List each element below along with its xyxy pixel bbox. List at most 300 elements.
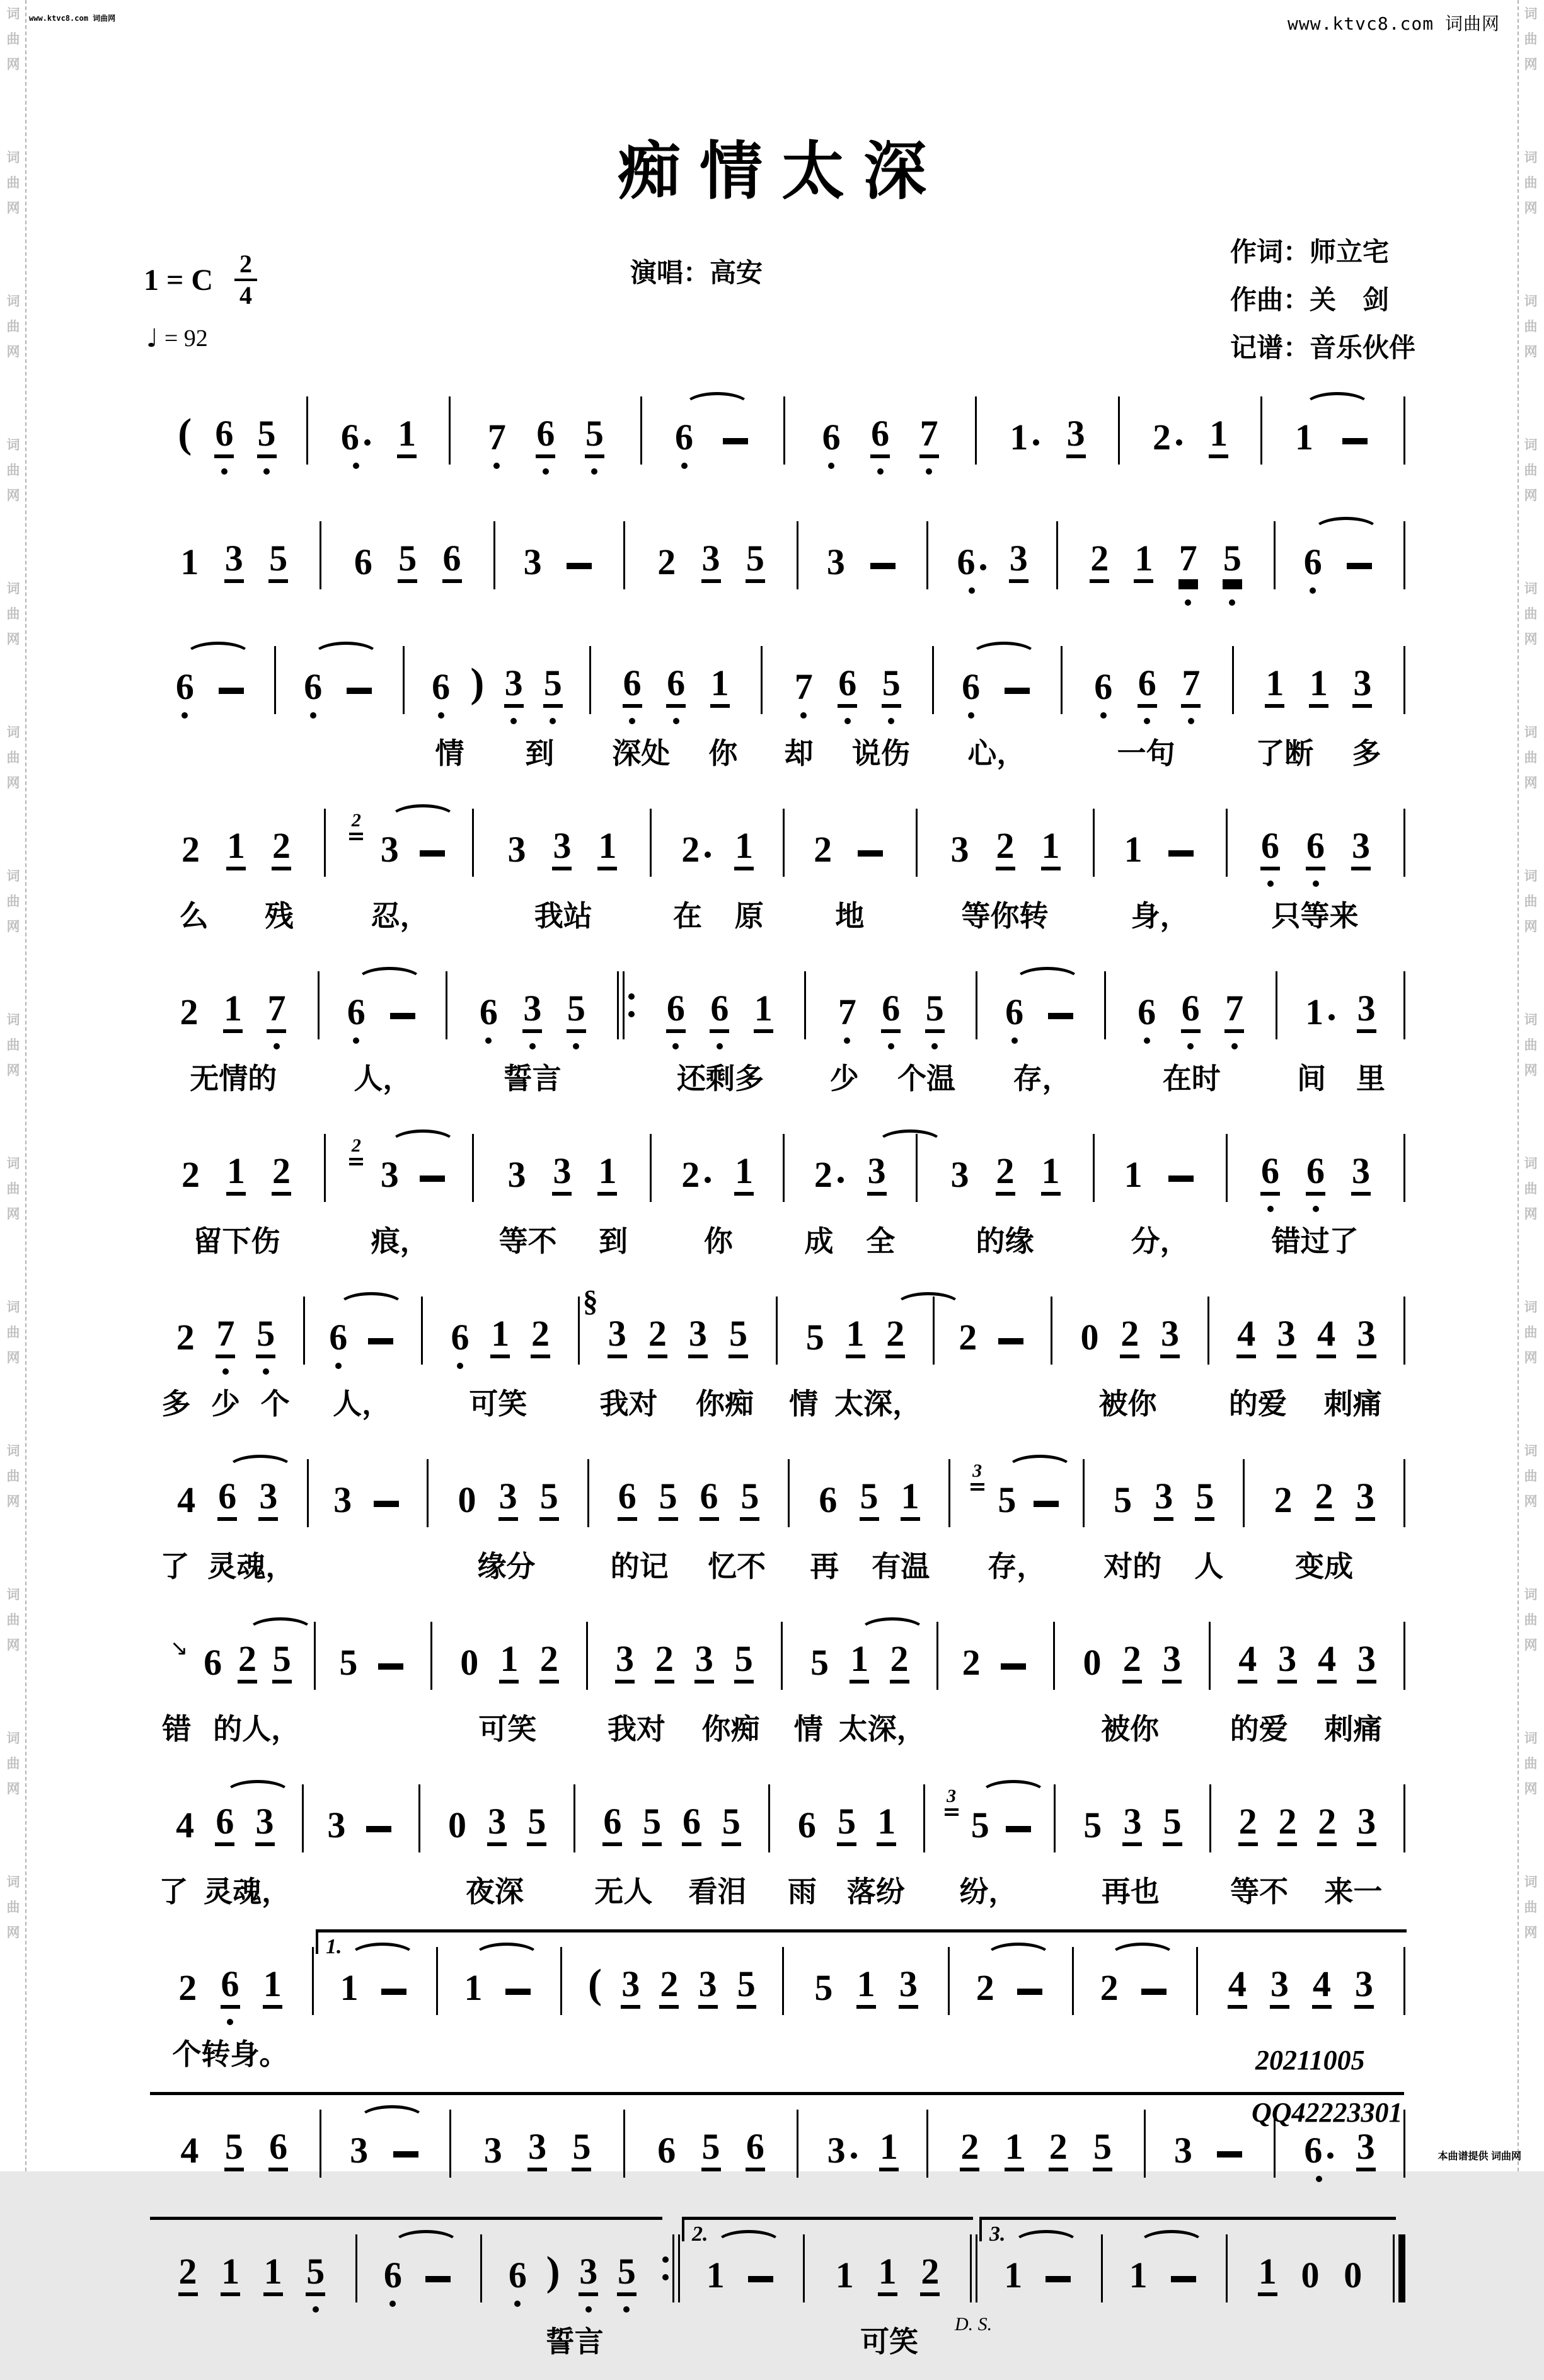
measure: [151, 1803, 299, 1846]
measure: [921, 825, 1090, 870]
watermark-top-right: www.ktvc8.com 词曲网: [1287, 13, 1500, 34]
grace-arrow-icon: ↘: [170, 1636, 188, 1661]
measure: [1066, 662, 1229, 708]
barline: [320, 2110, 321, 2178]
note: 2: [178, 1967, 197, 2008]
measure: [1248, 1478, 1400, 1521]
note: 3: [1277, 1315, 1296, 1358]
barline: [662, 2234, 680, 2302]
note: 0: [460, 1642, 479, 1683]
barline: [1260, 396, 1262, 465]
note: [1044, 1013, 1077, 1033]
measure: [325, 2132, 446, 2171]
measure: [1214, 1803, 1400, 1846]
lyric: [1230, 2325, 1390, 2362]
note: 1: [1265, 665, 1284, 708]
lyric: [1076, 2038, 1190, 2074]
note: 7: [216, 1315, 235, 1358]
note: 3: [1357, 1803, 1376, 1846]
key-label: 1 = C: [144, 263, 214, 297]
note: 1: [706, 2257, 725, 2296]
note: 3: [507, 1154, 526, 1195]
lyric-line: [151, 1225, 1409, 1261]
measure: [1088, 1478, 1240, 1521]
note: 6: [881, 990, 901, 1033]
measure: [1279, 541, 1400, 583]
note: 3: [504, 665, 524, 708]
note: 6: [710, 990, 729, 1033]
note: 1: [1041, 1153, 1061, 1196]
note: 2: [539, 1641, 559, 1684]
lyric: [151, 2325, 355, 2362]
lyric: 个转身。: [172, 2038, 289, 2071]
note: 6: [746, 2129, 765, 2171]
barline: [589, 646, 591, 714]
note: 3: [950, 1154, 969, 1195]
barline: [1056, 521, 1058, 589]
system: [151, 1112, 1409, 1261]
parenthesis: (: [588, 1961, 602, 2007]
lyric-line: [151, 1387, 1409, 1424]
note: 5: [722, 1803, 741, 1846]
barline: [493, 521, 495, 589]
note: [1001, 688, 1034, 708]
measure: [582, 1285, 773, 1358]
note: 2: [181, 1154, 200, 1195]
watermark-top-left: www.ktvc8.com 词曲网: [29, 14, 116, 23]
note: 6: [822, 417, 841, 458]
lyric: 的记 忆不: [610, 1550, 766, 1583]
barline: [1093, 809, 1095, 877]
measure: [1214, 1638, 1400, 1684]
note: 3: [380, 1157, 400, 1196]
note: 3: [1160, 1315, 1180, 1358]
volta-bracket: 3.: [979, 2217, 1396, 2241]
note: [1213, 2151, 1246, 2171]
note: 3: [1009, 540, 1028, 583]
measure: [802, 541, 923, 583]
watermark-text: 词 曲 网: [1524, 151, 1538, 216]
note: 4: [1236, 1315, 1256, 1358]
note: 3: [258, 1478, 278, 1521]
note: 6: [328, 1319, 348, 1358]
measure: [454, 2126, 619, 2171]
note: 7: [487, 417, 506, 458]
barline: [976, 971, 977, 1039]
note: [854, 850, 887, 870]
barline: [1072, 1947, 1074, 2015]
note: 1: [835, 2255, 854, 2296]
lyric: 在 原: [673, 899, 764, 932]
note: 4: [1317, 1641, 1337, 1684]
barline: [480, 2234, 482, 2302]
lyric: 身，: [1131, 899, 1189, 932]
barline: [1226, 1134, 1228, 1202]
system: [151, 1275, 1409, 1424]
lyric: 对的 人: [1103, 1550, 1224, 1583]
lyric: 错过了: [1271, 1225, 1359, 1257]
watermark-left-column: [3, 0, 24, 2171]
note: 5: [527, 1803, 546, 1846]
note: [343, 688, 376, 708]
watermark-text: 词 曲 网: [6, 1300, 20, 1365]
note: 5: [734, 1641, 754, 1684]
note: 3: [1354, 1966, 1374, 2009]
note: 3: [527, 2129, 547, 2171]
note: 1: [499, 1641, 519, 1684]
watermark-text: 词 曲 网: [1524, 1157, 1538, 1222]
note: [374, 1663, 407, 1684]
note: 2: [1277, 1803, 1297, 1846]
lyric: 雨 落纷: [788, 1875, 905, 1908]
barline: [1403, 396, 1405, 465]
barline: [1403, 1784, 1405, 1852]
barline: [1232, 646, 1234, 714]
note: 2: [1315, 1478, 1334, 1521]
parenthesis: ): [546, 2248, 560, 2294]
footer-date: 20211005: [1255, 2045, 1365, 2076]
note: 5: [997, 1482, 1017, 1521]
lyric: 誓言: [545, 2325, 604, 2358]
note: 5: [1195, 1478, 1214, 1521]
note: 3: [349, 2132, 369, 2171]
note: 3: [380, 831, 400, 870]
measure: [953, 1967, 1069, 2009]
watermark-text: 词 曲 网: [6, 1444, 20, 1509]
barline: [1054, 1784, 1056, 1852]
measure: [151, 990, 314, 1033]
lyric: 夜深: [465, 1875, 524, 1908]
lyric: 地: [835, 899, 865, 932]
barline: [797, 2110, 798, 2178]
measure: [323, 991, 442, 1033]
note: 5: [585, 415, 604, 458]
watermark-text: 词 曲 网: [6, 438, 20, 503]
note: 5: [837, 1803, 856, 1846]
measure: [451, 990, 614, 1033]
lyric: [307, 1875, 413, 1912]
lyric: [319, 1713, 425, 1749]
note: 6: [1260, 828, 1280, 870]
note: 1: [221, 2253, 240, 2296]
watermark-text: 词 曲 网: [6, 582, 20, 647]
volta-bracket: 1.: [316, 1929, 1407, 1954]
lyric: 存，: [988, 1550, 1046, 1583]
barline: [970, 2234, 977, 2302]
note: 3: [523, 541, 542, 582]
note: 1: [1041, 828, 1061, 870]
measure: [498, 541, 620, 583]
note: 3: [1066, 415, 1086, 458]
measure: [788, 1150, 913, 1196]
measure: [809, 990, 972, 1033]
note: 6: [175, 669, 195, 708]
measure: [432, 1478, 584, 1521]
note: 6: [1260, 1153, 1280, 1196]
barline: [421, 1297, 423, 1365]
measure: [1106, 2257, 1223, 2296]
system: [151, 950, 1409, 1099]
barline: [302, 1784, 304, 1852]
lyric: 间 里: [1296, 1062, 1385, 1095]
barline: [314, 1622, 316, 1690]
barline: [1053, 1622, 1055, 1690]
note: 6: [451, 1317, 470, 1358]
measure: [151, 1963, 309, 2009]
measure: [426, 1315, 575, 1358]
barline: [1403, 2110, 1405, 2178]
note: 2: [272, 828, 291, 870]
barline: [306, 396, 308, 465]
barline: [1403, 1622, 1405, 1690]
note: 6: [1306, 828, 1325, 870]
note: 1: [397, 415, 417, 458]
measure: [1058, 1638, 1206, 1684]
measure: [931, 540, 1053, 583]
note: 1: [1134, 540, 1153, 583]
note: [215, 688, 248, 708]
measure: [565, 1963, 779, 2009]
note: 2: [178, 2253, 198, 2296]
note: [719, 438, 752, 458]
measure: [591, 1638, 778, 1684]
lyric: [312, 1550, 422, 1586]
note: 3: [1154, 1478, 1173, 1521]
note: 3: [1357, 990, 1376, 1033]
note: 6: [657, 2130, 676, 2171]
tuplet-2-marker: 2: [349, 1136, 363, 1165]
note: 1: [901, 1478, 920, 1521]
note: 2: [1274, 1479, 1293, 1520]
note: 1: [263, 2253, 283, 2296]
note: 5: [737, 1966, 756, 2009]
note: 1: [464, 1970, 483, 2009]
note: 3: [1356, 2129, 1376, 2171]
barline: [933, 1297, 935, 1365]
lyric: 缘分: [477, 1550, 536, 1583]
lyric: 成 全: [804, 1225, 896, 1257]
barline: [1403, 1947, 1405, 2015]
lyric: 的缘: [976, 1225, 1034, 1257]
lyric: 等不 来一: [1230, 1875, 1383, 1908]
tempo-value: = 92: [164, 325, 208, 352]
barline: [1403, 646, 1405, 714]
note: 6: [838, 665, 857, 708]
lyric: 情 到: [435, 737, 555, 770]
measure: [279, 666, 399, 708]
note: 3: [1270, 1966, 1289, 2009]
note: [867, 563, 899, 583]
note: [1165, 1176, 1197, 1196]
note: [362, 1826, 395, 1846]
barline: [1403, 971, 1405, 1039]
measure: [360, 2257, 477, 2296]
measure: [579, 1803, 764, 1846]
barline: [1209, 1784, 1211, 1852]
note: 1: [1124, 829, 1143, 870]
lyric: 我对 你痴: [599, 1387, 754, 1420]
measure: [307, 1807, 415, 1846]
note: 1: [734, 828, 754, 870]
system: [151, 500, 1409, 599]
note: 2: [814, 1157, 845, 1196]
measure: [928, 1787, 1051, 1846]
measure: [953, 1462, 1080, 1521]
barline: [449, 2110, 451, 2178]
barline: [436, 1947, 438, 2015]
measure: [317, 1967, 433, 2009]
note: 1: [597, 828, 617, 870]
barline: [617, 971, 635, 1039]
note: 1: [850, 1641, 869, 1684]
note: 5: [1114, 1479, 1132, 1520]
measure: [151, 2253, 352, 2296]
barline: [1403, 1459, 1405, 1527]
lyric-line: [151, 899, 1409, 936]
volta-bracket: [150, 2092, 1404, 2117]
measure: [628, 2126, 793, 2171]
note: 6: [347, 994, 366, 1033]
note: 4: [180, 2130, 199, 2171]
note: 1: [1258, 2253, 1277, 2296]
note: 5: [810, 1642, 829, 1683]
barline: [1209, 1622, 1211, 1690]
note: 5: [256, 1315, 275, 1358]
measure: [980, 415, 1115, 458]
note: 1: [1309, 665, 1328, 708]
lyric: 忍，: [371, 899, 429, 932]
note: [1042, 2276, 1074, 2296]
note: 5: [814, 1967, 833, 2008]
note: 3: [615, 1641, 635, 1684]
note: 3: [621, 1966, 640, 2009]
note: 5: [268, 540, 288, 583]
note: 5: [567, 990, 586, 1033]
measure: [1123, 415, 1258, 458]
note: 2: [976, 1970, 995, 2009]
note: 2: [1120, 1315, 1139, 1358]
note: 4: [1238, 1641, 1257, 1684]
note: 6: [354, 541, 372, 582]
note: 6: [1094, 666, 1113, 707]
note: [997, 1663, 1030, 1684]
measure: [655, 1150, 780, 1196]
score: [151, 375, 1409, 2376]
measure: [1231, 2253, 1390, 2296]
meter-numerator: 2: [234, 251, 257, 281]
note: 5: [1223, 540, 1242, 583]
lyric: 一句: [1117, 737, 1175, 770]
barline: [324, 1134, 326, 1202]
barline: [1226, 809, 1228, 877]
lyric: [364, 2325, 479, 2362]
note: 1: [734, 1153, 754, 1196]
barline: [1403, 809, 1405, 877]
note: 1: [879, 2129, 899, 2171]
note: [1138, 1989, 1170, 2009]
note: 3: [694, 1641, 714, 1684]
note: 5: [572, 2129, 591, 2171]
note: 3: [1357, 1315, 1376, 1358]
barline: [307, 1459, 309, 1527]
measure: [931, 2126, 1141, 2171]
watermark-text: 词 曲 网: [1524, 294, 1538, 359]
measure: [308, 1319, 418, 1358]
barline: [403, 646, 405, 714]
watermark-text: 词 曲 网: [6, 869, 20, 934]
measure: [683, 2257, 800, 2296]
lyric: [562, 2038, 780, 2074]
note: 2: [920, 2253, 940, 2296]
measure: [1109, 990, 1272, 1033]
barline: [1207, 1297, 1209, 1365]
note: 5: [272, 1641, 292, 1684]
note: 6: [797, 1805, 816, 1846]
barline: [418, 1784, 420, 1852]
measure: [319, 1644, 427, 1684]
lyric: 在时: [1162, 1062, 1221, 1095]
watermark-text: 词 曲 网: [1524, 1731, 1538, 1796]
barline: [1144, 2110, 1146, 2178]
system: [151, 1600, 1409, 1749]
note: 0: [1083, 1642, 1102, 1683]
note: 3: [1351, 1153, 1371, 1196]
note: 1: [490, 1315, 510, 1358]
note: 1: [877, 1803, 896, 1846]
note: 3: [688, 1315, 708, 1358]
measure: [1056, 1315, 1204, 1358]
note: 7: [267, 990, 286, 1033]
measure: [151, 1150, 321, 1196]
barline: [324, 809, 326, 877]
lyric: 等你转: [961, 899, 1049, 932]
note: 4: [1228, 1966, 1247, 2009]
system: [151, 625, 1409, 773]
lyric: [1107, 2325, 1222, 2362]
credit-line: 作词：师立宅: [1230, 237, 1390, 267]
barline: [916, 809, 918, 877]
note: 2: [1049, 2129, 1068, 2171]
system: [151, 375, 1409, 475]
barline: [1196, 1947, 1198, 2015]
note: 2: [180, 991, 199, 1032]
note: 6: [508, 2255, 527, 2296]
note: 1: [180, 541, 199, 582]
lyric: [938, 1387, 1045, 1424]
measure: [151, 2126, 316, 2171]
note: 6: [268, 2129, 288, 2171]
watermark-text: 词 曲 网: [1524, 582, 1538, 647]
lyric-line: [151, 737, 1409, 773]
barline: [1403, 1134, 1405, 1202]
note: 3: [579, 2253, 598, 2296]
note: 5: [224, 2129, 244, 2171]
note: 1: [263, 1966, 282, 2009]
note: 2: [272, 1153, 291, 1196]
note: 6: [682, 1803, 701, 1846]
note: 6: [666, 665, 686, 708]
barline: [640, 396, 642, 465]
note: 6: [870, 415, 890, 458]
note: 5: [339, 1642, 358, 1683]
lyric: 么 残: [179, 899, 294, 932]
note: 5: [1163, 1803, 1182, 1846]
note: 3: [827, 2132, 858, 2171]
lyric: 错 的人，: [162, 1713, 301, 1745]
note: 5: [925, 990, 945, 1033]
note: 5: [701, 2129, 721, 2171]
note: 5: [729, 1315, 748, 1358]
